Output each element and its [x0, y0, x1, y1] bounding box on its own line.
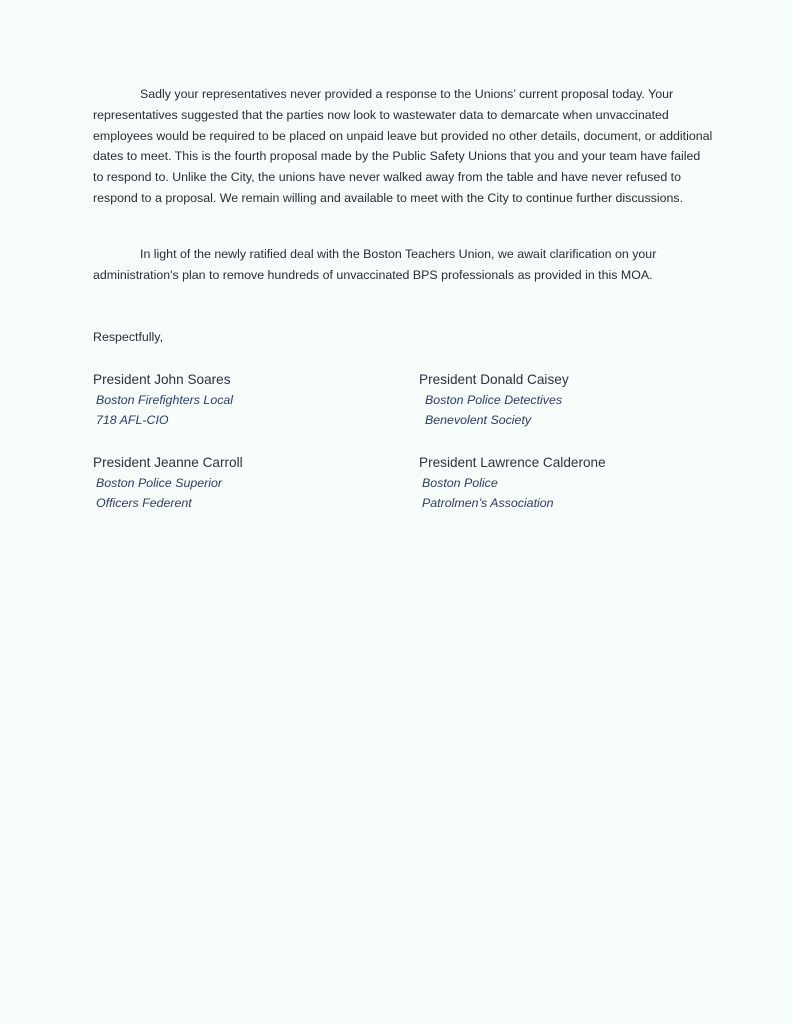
signatory-name: President Jeanne Carroll: [93, 455, 243, 470]
signatory-org-line-2: Officers Federent: [96, 496, 192, 510]
signatory-org-line-2: 718 AFL-CIO: [96, 413, 169, 427]
closing-salutation: Respectfully,: [93, 330, 164, 344]
signatory-org-line-2: Patrolmen’s Association: [422, 496, 554, 510]
signatory-name: President John Soares: [93, 372, 231, 387]
signatory-org-line-1: Boston Police Detectives: [425, 393, 563, 407]
signatory-name: President Donald Caisey: [419, 372, 569, 387]
body-paragraph-2: In light of the newly ratified deal with the Boston Teachers Union, we await clarification on your administration's plan to remove hundreds of unvaccinated BPS professionals as provided in this MOA.: [93, 247, 657, 282]
signature-block-caisey: [419, 370, 569, 430]
signature-block-soares: [93, 370, 233, 430]
signatory-org-line-1: Boston Police: [422, 476, 498, 490]
signature-block-calderone: [419, 453, 606, 513]
signature-block-carroll: [93, 453, 243, 513]
signatory-org-line-1: Boston Firefighters Local: [96, 393, 234, 407]
signatory-org-line-1: Boston Police Superior: [96, 476, 223, 490]
body-paragraph-1: Sadly your representatives never provided a response to the Unions’ current proposal today. Your representatives suggested that the parties now look to wastewater data to demarcate when unvaccinated employees would be required to be placed on unpaid leave but provided no other details, document, or additional dates to meet. This is the fourth proposal made by the Public Safety Unions that you and your team have failed to respond to. Unlike the City, the unions have never walked away from the table and have never refused to respond to a proposal. We remain willing and available to meet with the City to continue further discussions.: [93, 87, 713, 205]
signatory-org-line-2: Benevolent Society: [425, 413, 532, 427]
signatory-name: President Lawrence Calderone: [419, 455, 606, 470]
